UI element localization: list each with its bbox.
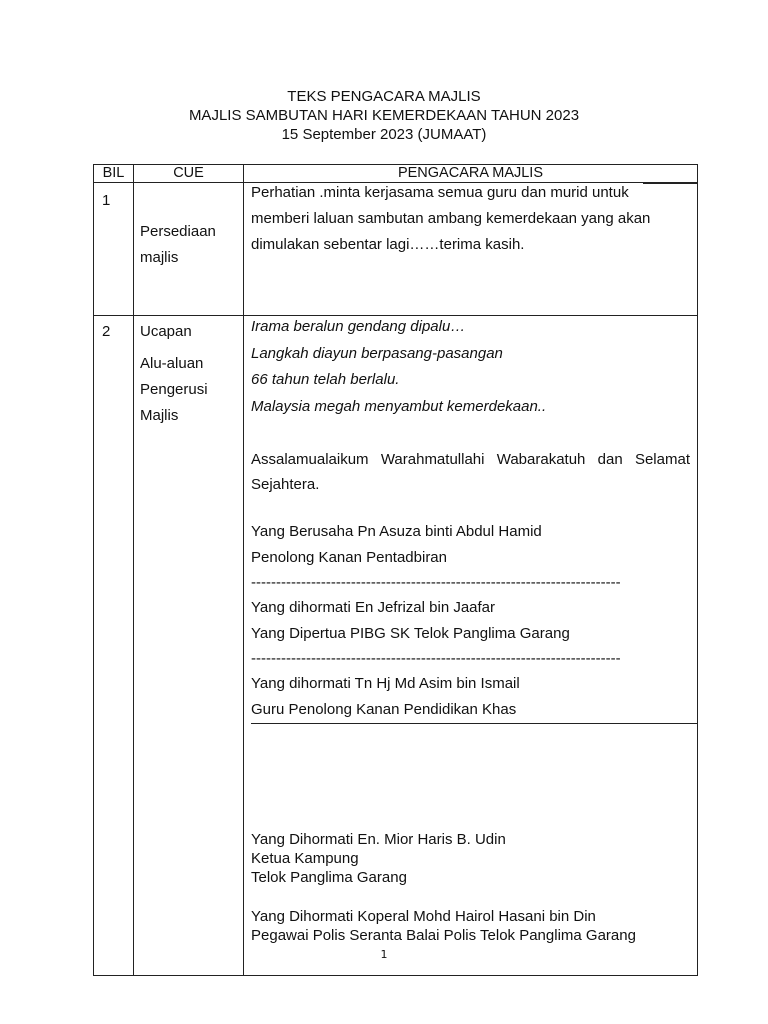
pantun-verse [251, 314, 690, 420]
header-bil: BIL [94, 165, 134, 183]
script-table [93, 164, 698, 976]
cue-line: Alu-aluan [140, 355, 204, 372]
guest-group [251, 519, 690, 724]
guest-title: Pegawai Polis Seranta Balai Polis Telok Panglima Garang [251, 927, 636, 944]
guest-title: Guru Penolong Kanan Pendidikan Khas [251, 697, 697, 725]
cue-line: Persediaan [140, 223, 216, 240]
table-row [94, 183, 698, 316]
guest-title: Ketua Kampung [251, 850, 359, 867]
event-title: MAJLIS SAMBUTAN HARI KEMERDEKAAN TAHUN 2023 [188, 107, 580, 124]
script-line: dimulakan sebentar lagi……terima kasih. [251, 236, 525, 253]
cue-line: majlis [140, 249, 179, 266]
row-number: 2 [94, 316, 134, 976]
dashed-separator: -------------------------------------------------------------------------- [251, 650, 621, 667]
verse-line: 66 tahun telah berlalu. [251, 371, 400, 388]
guest-name: Yang dihormati Tn Hj Md Asim bin Ismail [251, 675, 520, 692]
event-date: 15 September 2023 (JUMAAT) [281, 126, 487, 143]
script-line: memberi laluan sambutan ambang kemerdekaan yang akan [251, 210, 651, 227]
row-script [244, 183, 698, 316]
guest-name: Yang Dihormati En. Mior Haris B. Udin [251, 831, 506, 848]
page-number: 1 [380, 948, 388, 961]
guest-name: Yang dihormati En Jefrizal bin Jaafar [251, 599, 496, 616]
row-number: 1 [94, 183, 134, 316]
cue-line: Ucapan [140, 323, 192, 340]
cue-line: Majlis [140, 407, 179, 424]
document-title: TEKS PENGACARA MAJLIS [287, 88, 481, 105]
greeting: Assalamualaikum Warahmatullahi Wabarakatuh dan Selamat Sejahtera. [251, 451, 690, 493]
document-header [0, 87, 768, 144]
row-cue [134, 183, 244, 316]
header-cue: CUE [134, 165, 244, 183]
verse-line: Langkah diayun berpasang-pasangan [251, 344, 503, 362]
verse-line: Malaysia megah menyambut kemerdekaan.. [251, 397, 547, 415]
cue-line: Pengerusi [140, 381, 208, 398]
guest-name: Yang Dihormati Koperal Mohd Hairol Hasani bin Din [251, 908, 596, 925]
verse-line: Irama beralun gendang dipalu… [251, 318, 466, 335]
guest-title: Yang Dipertua PIBG SK Telok Panglima Garang [251, 624, 570, 642]
guest-title: Penolong Kanan Pentadbiran [251, 548, 447, 566]
guest-group [251, 907, 690, 945]
guest-title: Telok Panglima Garang [251, 869, 407, 886]
row-cue [134, 316, 244, 976]
dashed-separator: -------------------------------------------------------------------------- [251, 574, 621, 591]
guest-name: Yang Berusaha Pn Asuza binti Abdul Hamid [251, 523, 542, 540]
table-row [94, 316, 698, 976]
row-script [244, 316, 698, 976]
header-pengacara: PENGACARA MAJLIS [244, 165, 698, 183]
guest-group [251, 830, 690, 887]
script-line: Perhatian .minta kerjasama semua guru dan murid untuk [251, 184, 629, 201]
